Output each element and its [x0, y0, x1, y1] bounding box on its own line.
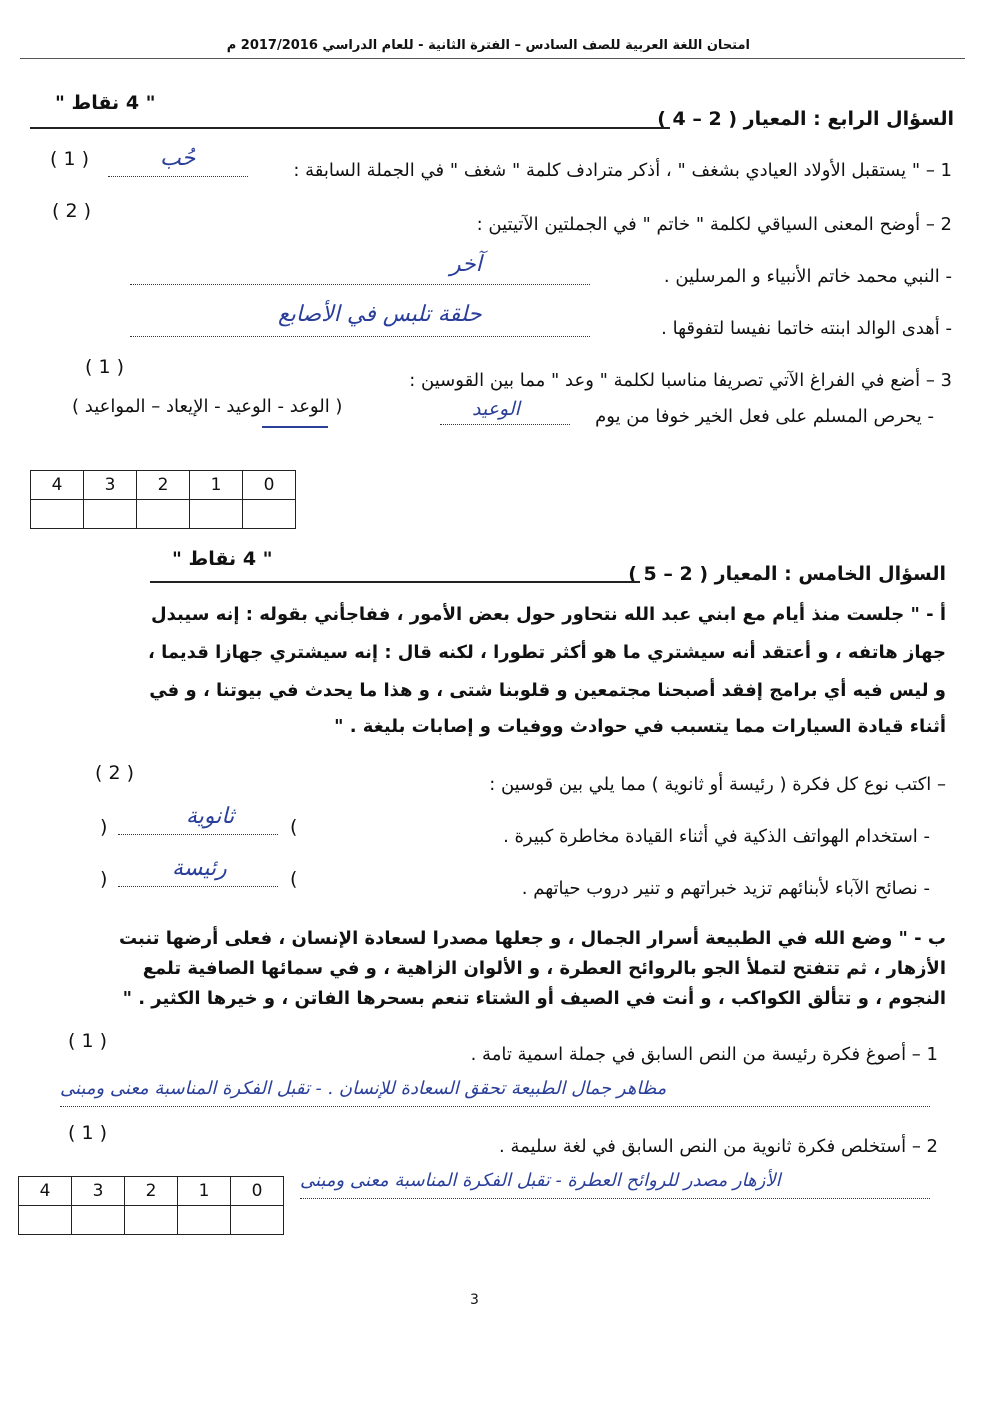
q4-item1-text: 1 – " يستقبل الأولاد العيادي بشغف " ، أذكر مترادف كلمة " شغف " في الجملة السابقة :: [293, 160, 952, 181]
q4-item2-answer-a: آخر: [450, 252, 482, 277]
q5-task1-answer: مظاهر جمال الطبيعة تحقق السعادة للإنسان . - تقبل الفكرة المناسبة معنى ومبنى: [60, 1078, 667, 1099]
q5-grid-cell: 3: [72, 1177, 125, 1206]
q5-grid-cell: 1: [178, 1177, 231, 1206]
q4-score-grid: [30, 470, 296, 529]
q4-item2-sentence-b: - أهدى الوالد ابنته خاتما نفيسا لتفوقها .: [661, 318, 952, 339]
q5-passage-b-line3: النجوم ، و تتألق الكواكب ، و أنت في الصيف أو الشتاء تنعم بسحرها الفاتن ، و خيرها الكثير . ": [122, 988, 946, 1009]
q4-item3-sentence: - يحرص المسلم على فعل الخير خوفا من يوم: [595, 406, 934, 427]
q4-grid-empty: [84, 500, 137, 529]
q5-task1-dots: [60, 1106, 930, 1107]
q4-item3-option-underline: [262, 426, 328, 428]
q5-grid-empty: [72, 1206, 125, 1235]
q5-idea1-paren-open: (: [290, 816, 298, 838]
q5-task2-score: ( 1 ): [68, 1122, 107, 1144]
q5-idea1-answer: ثانوية: [186, 804, 235, 829]
q5-idea2-dots: [118, 886, 278, 887]
q5-passage-a-line3: و ليس فيه أي برامج إفقد أصبحنا مجتمعين و قلوبنا شتى ، و هذا ما يحدث في بيوتنا ، و في: [149, 680, 946, 701]
q4-grid-empty: [243, 500, 296, 529]
q4-item3-options: ( الوعد - الوعيد - الإيعاد – المواعيد ): [72, 396, 343, 417]
q4-grid-cell: 0: [243, 471, 296, 500]
q5-task2-answer: الأزهار مصدر للروائح العطرة - تقبل الفكرة المناسبة معنى ومبنى: [300, 1170, 781, 1191]
q5-grid-empty: [231, 1206, 284, 1235]
q5-grid-empty: [125, 1206, 178, 1235]
q4-item1-answer: حُب: [160, 146, 196, 171]
q5-grid-cell: 2: [125, 1177, 178, 1206]
q5-passage-a-line4: أثناء قيادة السيارات مما يتسبب في حوادث ووفيات و إصابات بليغة . ": [334, 716, 946, 737]
q5-task2-dots: [300, 1198, 930, 1199]
q4-grid-cell: 1: [190, 471, 243, 500]
q4-item3-text: 3 – أضع في الفراغ الآتي تصريفا مناسبا لكلمة " وعد " مما بين القوسين :: [409, 370, 952, 391]
q4-item3-score: ( 1 ): [85, 356, 124, 378]
q5-passage-a-line2: جهاز هاتفه ، و أعتقد أنه سيشتري ما هو أكثر تطورا ، لكنه قال : إنه سيشتري جهازا قديما ،: [147, 642, 946, 663]
q5-title: السؤال الخامس : المعيار ( 2 – 5 ): [628, 563, 946, 585]
q4-item2-sentence-a: - النبي محمد خاتم الأنبياء و المرسلين .: [663, 266, 952, 287]
q4-grid-empty: [31, 500, 84, 529]
q5-idea1-dots: [118, 834, 278, 835]
q4-points: " 4 نقاط ": [55, 92, 156, 114]
exam-header: امتحان اللغة العربية للصف السادس – الفترة الثانية - للعام الدراسي 2017/2016 م: [226, 38, 750, 53]
q4-grid-cell: 3: [84, 471, 137, 500]
q4-grid-empty: [137, 500, 190, 529]
q4-item1-score: ( 1 ): [50, 148, 89, 170]
q4-title-line: [30, 127, 670, 129]
q4-item2-dots-b: [130, 336, 590, 337]
q5-task1-text: 1 – أصوغ فكرة رئيسة من النص السابق في جملة اسمية تامة .: [470, 1044, 938, 1065]
q4-item3-dots: [440, 424, 570, 425]
q5-grid-cell: 4: [19, 1177, 72, 1206]
q5-title-line: [150, 581, 640, 583]
page-number: 3: [470, 1292, 479, 1308]
q5-idea2-text: - نصائح الآباء لأبنائهم تزيد خبراتهم و تنير دروب حياتهم .: [521, 878, 930, 899]
q5-grid-empty: [19, 1206, 72, 1235]
q5-instruction: – اكتب نوع كل فكرة ( رئيسة أو ثانوية ) مما يلي بين قوسين :: [489, 774, 946, 795]
q5-task1-score: ( 1 ): [68, 1030, 107, 1052]
q4-item1-dots: [108, 176, 248, 177]
q5-idea2-paren-close: ): [100, 868, 108, 890]
q4-item2-text: 2 – أوضح المعنى السياقي لكلمة " خاتم " في الجملتين الآتيتين :: [476, 214, 952, 235]
q5-score-grid: [18, 1176, 284, 1235]
q4-item2-answer-b: حلقة تلبس في الأصابع: [278, 302, 482, 327]
q5-idea2-answer: رئيسة: [172, 856, 227, 881]
q5-points: " 4 نقاط ": [172, 548, 273, 570]
q4-grid-cell: 2: [137, 471, 190, 500]
q4-item2-dots-a: [130, 284, 590, 285]
header-divider: [20, 58, 965, 59]
q4-item2-score: ( 2 ): [52, 200, 91, 222]
q4-grid-cell: 4: [31, 471, 84, 500]
q5-grid-empty: [178, 1206, 231, 1235]
q5-passage-b-line2: الأزهار ، ثم تتفتح لتملأ الجو بالروائح العطرة ، و الألوان الزاهية ، و في سمائها الصافية تلمع: [142, 958, 946, 979]
q4-item3-answer: الوعيد: [472, 398, 520, 420]
q5-idea1-paren-close: ): [100, 816, 108, 838]
q4-grid-empty: [190, 500, 243, 529]
q5-passage-a-line1: أ - " جلست منذ أيام مع ابني عبد الله نتحاور حول بعض الأمور ، ففاجأني بقوله : إنه سيبدل: [151, 604, 946, 625]
q5-grid-cell: 0: [231, 1177, 284, 1206]
q5-idea1-text: - استخدام الهواتف الذكية في أثناء القيادة مخاطرة كبيرة .: [503, 826, 930, 847]
q5-task2-text: 2 – أستخلص فكرة ثانوية من النص السابق في لغة سليمة .: [499, 1136, 938, 1157]
q4-title: السؤال الرابع : المعيار ( 2 – 4 ): [657, 108, 954, 130]
q5-passage-b-line1: ب - " وضع الله في الطبيعة أسرار الجمال ، و جعلها مصدرا لسعادة الإنسان ، فعلى أرضها تنبت: [119, 928, 946, 949]
q5-idea2-paren-open: (: [290, 868, 298, 890]
q5-instruction-score: ( 2 ): [95, 762, 134, 784]
